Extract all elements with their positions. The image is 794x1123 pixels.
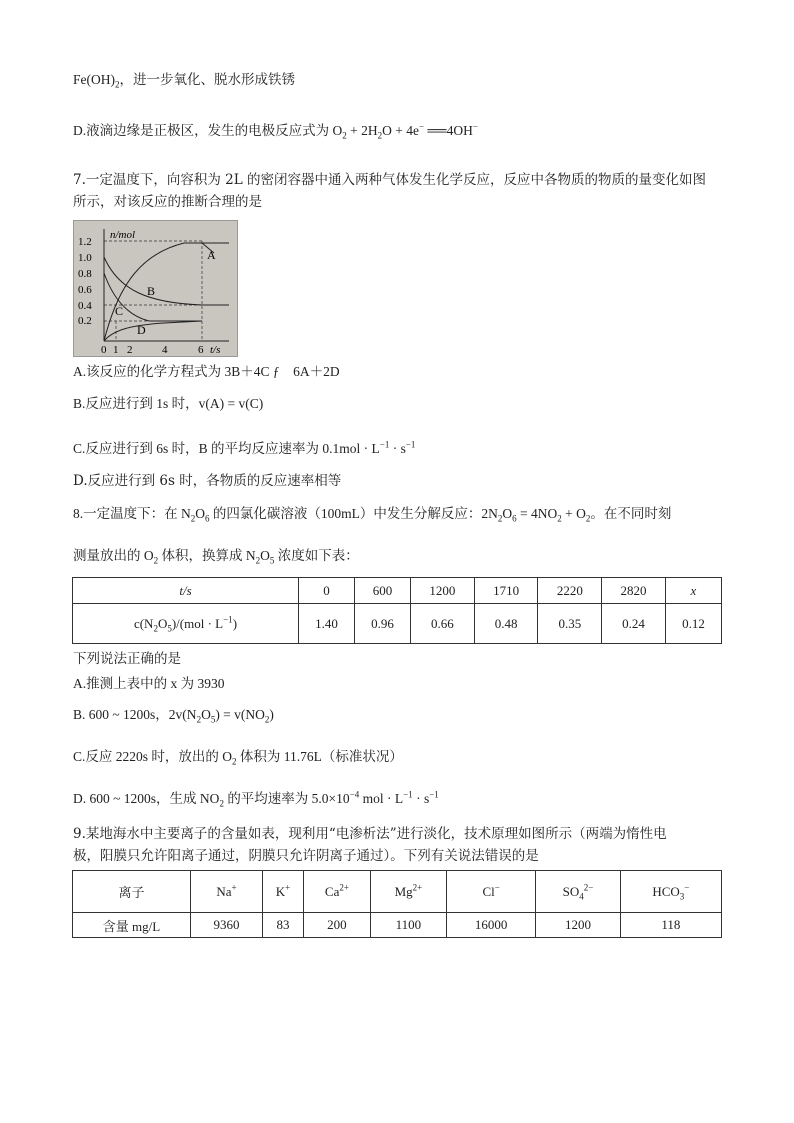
x-tick-0: 0 bbox=[101, 344, 107, 356]
q6-option-d bbox=[73, 122, 478, 140]
text: C.反应进行到 6s 时，B 的平均反应速率为 0.1mol · L bbox=[73, 441, 380, 456]
table-cell: 1200 bbox=[536, 913, 620, 938]
superscript: − bbox=[684, 882, 690, 893]
superscript: − bbox=[472, 121, 478, 132]
ion-mg bbox=[370, 871, 446, 913]
q8-option-c bbox=[73, 748, 403, 766]
superscript: 2− bbox=[583, 882, 594, 893]
text: Mg bbox=[394, 883, 413, 899]
superscript: −1 bbox=[223, 614, 233, 625]
table-cell: 118 bbox=[620, 913, 721, 938]
text: ══4OH bbox=[424, 123, 473, 138]
table-cell: 0.96 bbox=[355, 604, 411, 644]
subscript: 2 bbox=[497, 513, 503, 524]
table-cell: 1200 bbox=[411, 578, 475, 604]
text: )/(mol · L bbox=[171, 615, 224, 631]
text: O bbox=[260, 548, 270, 563]
y-axis-title: n/mol bbox=[110, 229, 136, 241]
subscript: 2 bbox=[342, 130, 347, 141]
subscript: 2 bbox=[153, 623, 158, 634]
x-tick-2: 2 bbox=[127, 344, 133, 356]
table-cell: 1.40 bbox=[299, 604, 355, 644]
q8-question: 下列说法正确的是 bbox=[73, 651, 181, 667]
table-cell: 0.35 bbox=[538, 604, 602, 644]
formula: Fe(OH) bbox=[73, 72, 115, 87]
ion-ca bbox=[304, 871, 371, 913]
subscript: 2 bbox=[219, 798, 224, 809]
q8-stem-line2 bbox=[73, 547, 359, 565]
subscript: 2 bbox=[115, 79, 120, 90]
superscript: −1 bbox=[379, 439, 390, 450]
text: O bbox=[157, 615, 168, 631]
table-row bbox=[73, 871, 722, 913]
text: = 4NO bbox=[516, 506, 558, 521]
y-tick-1.2: 1.2 bbox=[78, 236, 92, 248]
table-cell: 600 bbox=[355, 578, 411, 604]
subscript: 4 bbox=[579, 891, 584, 902]
label-c: C bbox=[115, 304, 124, 318]
text: ，进一步氧化、脱水形成铁锈 bbox=[119, 72, 295, 87]
x-tick-1: 1 bbox=[113, 344, 119, 356]
ion-hco3 bbox=[620, 871, 721, 913]
text: O + 4e bbox=[382, 123, 419, 138]
subscript: 5 bbox=[210, 714, 216, 725]
table-cell: 1710 bbox=[474, 578, 538, 604]
text: D. 600 ~ 1200s，生成 NO bbox=[73, 791, 220, 806]
superscript: − bbox=[418, 121, 425, 132]
table-row bbox=[73, 578, 722, 604]
subscript: 6 bbox=[205, 513, 210, 524]
q9-stem-line1: 9.某地海水中主要离子的含量如表，现利用“电渗析法”进行淡化，技术原理如图所示（两端为惰性电 bbox=[73, 826, 667, 842]
subscript: 6 bbox=[512, 513, 517, 524]
q7-option-b: B.反应进行到 1s 时，v(A) = v(C) bbox=[73, 396, 264, 411]
table-row bbox=[73, 604, 722, 644]
y-tick-0.6: 0.6 bbox=[78, 284, 92, 296]
text: + 2H bbox=[346, 123, 378, 138]
table-cell: 2820 bbox=[602, 578, 666, 604]
superscript: −1 bbox=[429, 789, 439, 800]
table-cell: 2220 bbox=[538, 578, 602, 604]
table-header: t/s bbox=[73, 578, 299, 604]
table-cell: 0.24 bbox=[602, 604, 666, 644]
text: ) bbox=[232, 615, 238, 631]
text: ) = v(NO bbox=[215, 707, 265, 722]
text: O bbox=[502, 506, 513, 521]
q7-option-a: A.该反应的化学方程式为 3B＋4C ƒ 6A＋2D bbox=[73, 364, 340, 379]
table-cell: 0.66 bbox=[411, 604, 475, 644]
superscript: + bbox=[231, 882, 237, 893]
q8-option-b bbox=[73, 706, 274, 724]
table-header: 离子 bbox=[73, 871, 191, 913]
text: C.反应 2220s 时，放出的 O bbox=[73, 749, 233, 764]
subscript: 2 bbox=[557, 513, 562, 524]
ion-k bbox=[262, 871, 303, 913]
superscript: 2+ bbox=[412, 882, 423, 893]
subscript: 3 bbox=[679, 891, 685, 902]
text: HCO bbox=[652, 883, 680, 899]
q8-option-a: A.推测上表中的 x 为 3930 bbox=[73, 676, 225, 691]
ion-na bbox=[191, 871, 263, 913]
table-cell: 9360 bbox=[191, 913, 263, 938]
curve-d bbox=[104, 321, 202, 341]
table-header bbox=[73, 604, 299, 644]
text: Na bbox=[216, 883, 232, 899]
superscript: −4 bbox=[349, 789, 360, 800]
superscript: −1 bbox=[405, 439, 416, 450]
q7-option-d: D.反应进行到 6s 时，各物质的反应速率相等 bbox=[73, 473, 342, 489]
x-axis-title: t/s bbox=[210, 344, 221, 356]
table-cell: 0 bbox=[299, 578, 355, 604]
q7-graph-svg bbox=[74, 221, 237, 356]
table-cell: x bbox=[665, 578, 721, 604]
superscript: + bbox=[285, 882, 291, 893]
text: c(N bbox=[133, 615, 154, 631]
curve-b bbox=[104, 257, 229, 305]
subscript: 2 bbox=[377, 130, 383, 141]
table-cell: 83 bbox=[262, 913, 303, 938]
text: K bbox=[275, 883, 286, 899]
superscript: − bbox=[494, 882, 500, 893]
y-tick-0.4: 0.4 bbox=[78, 300, 92, 312]
text: · s bbox=[389, 441, 406, 456]
subscript: 5 bbox=[269, 555, 275, 566]
text: 8.一定温度下：在 N bbox=[73, 506, 191, 521]
label-d: D bbox=[137, 323, 146, 337]
q7-stem-line1: 7.一定温度下，向容积为 2L 的密闭容器中通入两种气体发生化学反应，反应中各物质的物质的量变化如图 bbox=[73, 172, 707, 188]
label-b: B bbox=[147, 284, 156, 298]
text-fe-oh2 bbox=[73, 71, 295, 89]
subscript: 2 bbox=[153, 555, 159, 566]
text: Cl bbox=[482, 883, 495, 899]
subscript: 2 bbox=[190, 513, 196, 524]
q7-graph bbox=[73, 220, 238, 357]
x-tick-6: 6 bbox=[198, 344, 204, 356]
y-tick-0.2: 0.2 bbox=[78, 315, 92, 327]
q9-table bbox=[72, 870, 722, 938]
table-cell: 0.48 bbox=[474, 604, 538, 644]
text: 测量放出的 O bbox=[73, 548, 154, 563]
text: · s bbox=[412, 791, 430, 806]
table-cell: 1100 bbox=[370, 913, 446, 938]
q9-stem-line2: 极，阳膜只允许阳离子通过，阴膜只允许阴离子通过）。下列有关说法错误的是 bbox=[73, 848, 539, 864]
subscript: 2 bbox=[232, 756, 237, 767]
text: + O bbox=[561, 506, 586, 521]
text: 的四氯化碳溶液（100mL）中发生分解反应：2N bbox=[209, 506, 498, 521]
y-tick-0.8: 0.8 bbox=[78, 268, 92, 280]
table-cell: 16000 bbox=[447, 913, 536, 938]
text: B. 600 ~ 1200s，2v(N bbox=[73, 707, 197, 722]
text: 。在不同时刻 bbox=[590, 506, 672, 521]
text: Ca bbox=[324, 883, 340, 899]
text: D.液滴边缘是正极区，发生的电极反应式为 O bbox=[73, 123, 343, 138]
q8-option-d bbox=[73, 790, 439, 808]
subscript: 2 bbox=[196, 714, 202, 725]
subscript: 2 bbox=[255, 555, 261, 566]
subscript: 2 bbox=[585, 513, 591, 524]
q8-table bbox=[72, 577, 722, 644]
table-row bbox=[73, 913, 722, 938]
superscript: 2+ bbox=[339, 882, 349, 893]
q7-option-c bbox=[73, 440, 415, 458]
text: ) bbox=[269, 707, 274, 722]
ion-cl bbox=[447, 871, 536, 913]
ion-so4 bbox=[536, 871, 620, 913]
text: O bbox=[195, 506, 205, 521]
text: mol · L bbox=[359, 791, 404, 806]
x-tick-4: 4 bbox=[162, 344, 168, 356]
text: 的平均速率为 5.0×10 bbox=[223, 791, 350, 806]
text: 浓度如下表： bbox=[274, 548, 359, 563]
q8-stem-line1 bbox=[73, 505, 671, 523]
label-a: A bbox=[207, 248, 216, 262]
subscript: 2 bbox=[264, 714, 270, 725]
q7-stem-line2: 所示，对该反应的推断合理的是 bbox=[73, 194, 262, 210]
text: SO bbox=[562, 883, 580, 899]
text: 体积，换算成 N bbox=[158, 548, 256, 563]
table-cell: 200 bbox=[304, 913, 371, 938]
table-cell: 0.12 bbox=[665, 604, 721, 644]
y-tick-1.0: 1.0 bbox=[78, 252, 92, 264]
subscript: 5 bbox=[167, 623, 172, 634]
superscript: −1 bbox=[403, 789, 413, 800]
text: 体积为 11.76L（标准状况） bbox=[236, 749, 403, 764]
table-header: 含量 mg/L bbox=[73, 913, 191, 938]
text: O bbox=[201, 707, 211, 722]
